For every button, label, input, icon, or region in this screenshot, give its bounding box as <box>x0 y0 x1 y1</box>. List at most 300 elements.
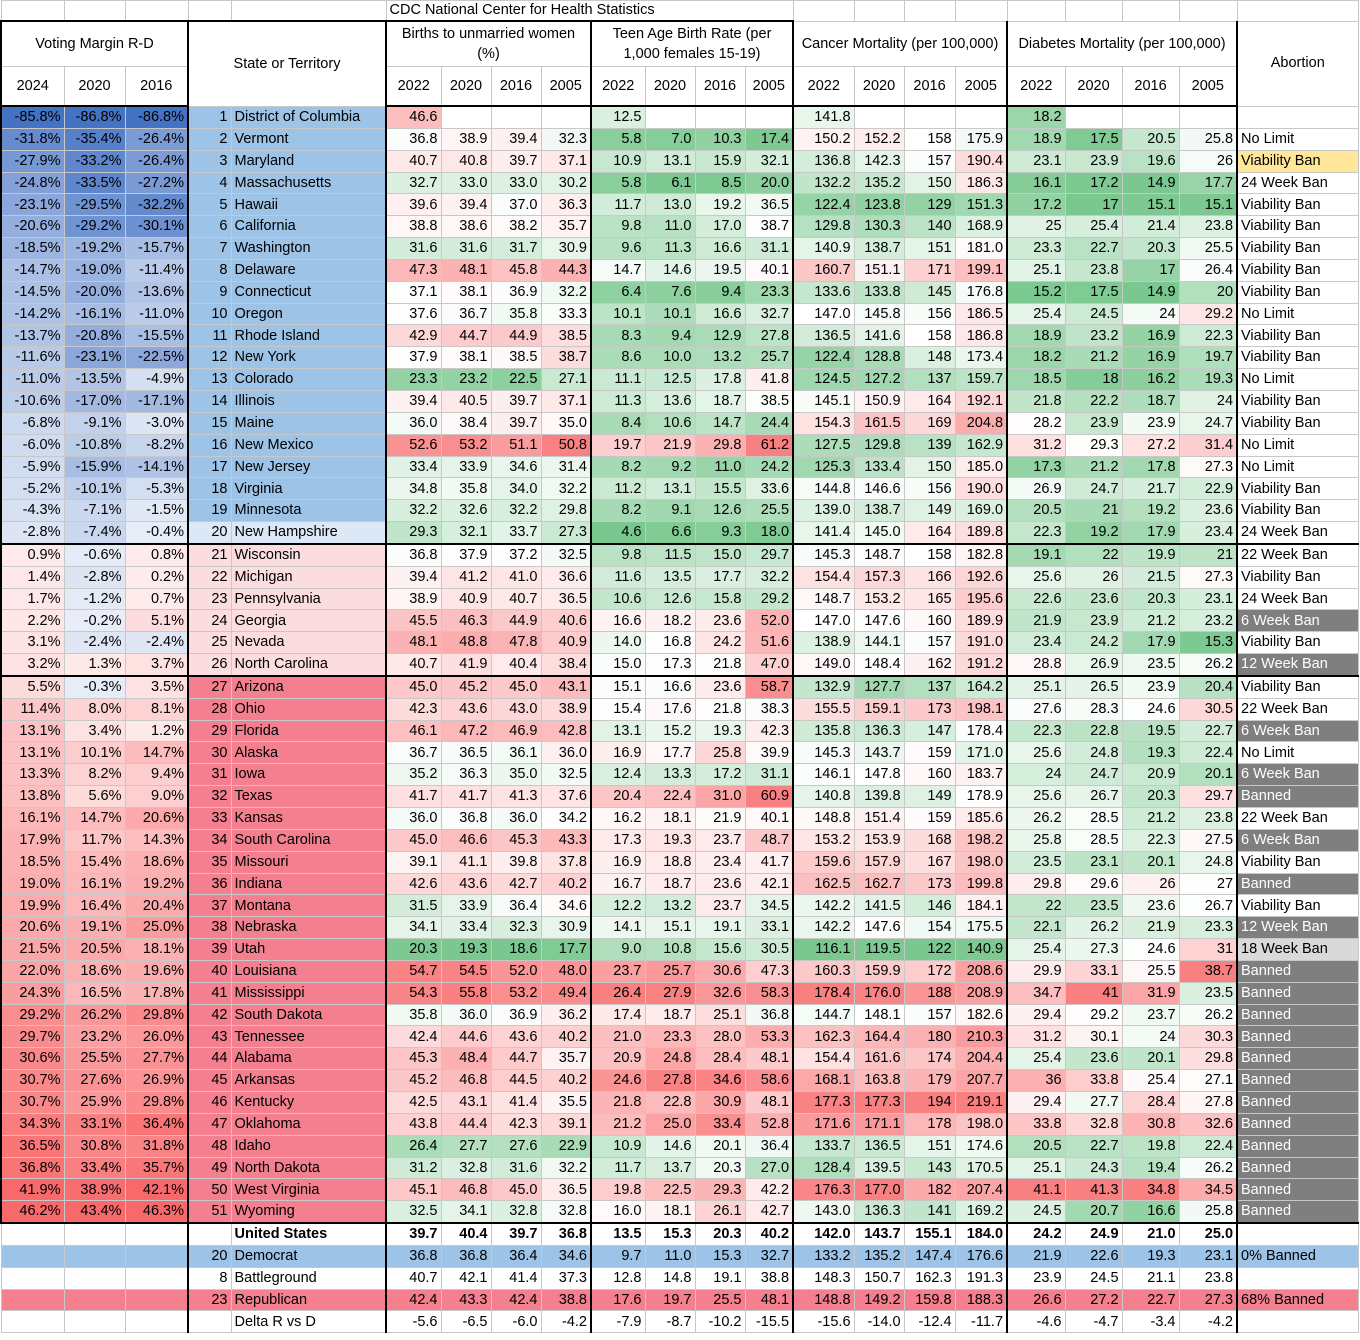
diabetes-2016-cell: 19.2 <box>1122 500 1179 522</box>
vote-2024-cell: -31.8% <box>1 128 64 150</box>
births-2005-cell: 43.3 <box>541 829 591 851</box>
abortion-status-cell: Viability Ban <box>1237 632 1358 654</box>
teen-2020-cell: 23.3 <box>645 1026 695 1048</box>
vote-2016-cell: 17.8% <box>125 982 188 1004</box>
rank-cell: 34 <box>188 829 231 851</box>
vote-2016-cell: 8.1% <box>125 698 188 720</box>
cancer-year-2022: 2022 <box>793 67 854 107</box>
cancer-2016-cell: 169 <box>904 412 955 434</box>
cancer-2005-cell: 192.1 <box>955 390 1007 412</box>
vote-2024-cell: -6.8% <box>1 412 64 434</box>
cancer-2020-cell: 163.8 <box>854 1070 904 1092</box>
cancer-2016-summary-cell: 155.1 <box>904 1223 955 1245</box>
diabetes-2005-cell: 17.7 <box>1179 172 1237 194</box>
cancer-2016-cell: 171 <box>904 259 955 281</box>
cancer-2022-cell: 143.0 <box>793 1201 854 1223</box>
diabetes-2016-cell: 28.4 <box>1122 1091 1179 1113</box>
births-2022-cell: 46.1 <box>386 720 441 742</box>
vote-2016-cell: -4.9% <box>125 369 188 391</box>
cancer-2020-cell: 142.3 <box>854 150 904 172</box>
diabetes-2005-cell: 23.6 <box>1179 500 1237 522</box>
cancer-2020-cell: 177.3 <box>854 1091 904 1113</box>
births-2020-cell: 27.7 <box>441 1135 491 1157</box>
teen-2020-cell: 10.1 <box>645 303 695 325</box>
vote-2016-cell: -15.7% <box>125 238 188 260</box>
vote-2024-cell: 41.9% <box>1 1179 64 1201</box>
vote-2016-cell: 5.1% <box>125 610 188 632</box>
vote-2016-cell: -2.4% <box>125 632 188 654</box>
vote-2024-cell: 20.6% <box>1 917 64 939</box>
table-row <box>1 654 1358 676</box>
vote-2016-cell: 25.0% <box>125 917 188 939</box>
births-2022-cell: 45.5 <box>386 610 441 632</box>
births-2016-cell: 43.0 <box>491 698 541 720</box>
diabetes-2022-cell: 23.1 <box>1007 150 1065 172</box>
table-row <box>1 544 1358 566</box>
diabetes-2016-summary-cell: -3.4 <box>1122 1311 1179 1333</box>
diabetes-2016-cell: 24 <box>1122 303 1179 325</box>
teen-2016-cell: 23.6 <box>695 873 745 895</box>
rank-cell: 30 <box>188 742 231 764</box>
vote-2020-cell: 20.5% <box>64 939 125 961</box>
cancer-2020-cell: 146.6 <box>854 478 904 500</box>
vote-2020-summary-cell <box>64 1245 125 1267</box>
teen-2022-cell: 5.8 <box>591 172 645 194</box>
teen-2016-cell: 11.0 <box>695 456 745 478</box>
teen-2020-cell: 9.4 <box>645 325 695 347</box>
diabetes-2022-cell: 25.4 <box>1007 1048 1065 1070</box>
teen-2016-cell: 31.0 <box>695 786 745 808</box>
vote-2024-cell: -5.9% <box>1 456 64 478</box>
cancer-2005-cell: 175.9 <box>955 128 1007 150</box>
births-2022-cell: 36.0 <box>386 808 441 830</box>
diabetes-2020-cell: 21.2 <box>1065 456 1122 478</box>
teen-2020-cell: 18.7 <box>645 1004 695 1026</box>
diabetes-2022-cell: 20.5 <box>1007 500 1065 522</box>
teen-2020-summary-cell: -8.7 <box>645 1311 695 1333</box>
births-2020-cell: 43.6 <box>441 873 491 895</box>
diabetes-2016-cell: 23.9 <box>1122 412 1179 434</box>
cancer-2016-cell: 159 <box>904 808 955 830</box>
teen-2022-cell: 16.9 <box>591 851 645 873</box>
vote-2020-cell: 15.4% <box>64 851 125 873</box>
teen-2016-cell: 13.2 <box>695 347 745 369</box>
diabetes-2005-cell: 29.7 <box>1179 786 1237 808</box>
abortion-status-cell: Banned <box>1237 1091 1358 1113</box>
diabetes-2016-cell <box>1122 106 1179 128</box>
table-row <box>1 917 1358 939</box>
diabetes-2005-cell: 30.3 <box>1179 1026 1237 1048</box>
table-row <box>1 1179 1358 1201</box>
cancer-2022-cell: 159.6 <box>793 851 854 873</box>
births-2016-cell: 53.2 <box>491 982 541 1004</box>
teen-2020-cell: 11.3 <box>645 238 695 260</box>
cancer-2022-cell: 125.3 <box>793 456 854 478</box>
diabetes-2020-cell: 23.8 <box>1065 259 1122 281</box>
table-row <box>1 873 1358 895</box>
cancer-2005-summary-cell: 191.3 <box>955 1267 1007 1289</box>
vote-2020-cell: -33.2% <box>64 150 125 172</box>
diabetes-2016-cell: 18.7 <box>1122 390 1179 412</box>
teen-2022-cell: 6.4 <box>591 281 645 303</box>
diabetes-2022-cell: 18.2 <box>1007 106 1065 128</box>
diabetes-2020-cell: 41.3 <box>1065 1179 1122 1201</box>
diabetes-2005-summary-cell: 23.1 <box>1179 1245 1237 1267</box>
table-row <box>1 522 1358 544</box>
diabetes-2005-cell: 34.5 <box>1179 1179 1237 1201</box>
teen-2022-summary-cell: -7.9 <box>591 1311 645 1333</box>
rank-cell: 44 <box>188 1048 231 1070</box>
cancer-2005-cell: 186.3 <box>955 172 1007 194</box>
vote-2020-cell: 18.6% <box>64 960 125 982</box>
births-2005-cell: 32.5 <box>541 544 591 566</box>
vote-2024-cell: -24.8% <box>1 172 64 194</box>
vote-2016-cell: -17.1% <box>125 390 188 412</box>
teen-2016-cell: 26.1 <box>695 1201 745 1223</box>
state-name-cell: Oregon <box>231 303 386 325</box>
cancer-2005-cell: 199.1 <box>955 259 1007 281</box>
teen-2020-cell: 6.6 <box>645 522 695 544</box>
cancer-2016-cell: 160 <box>904 764 955 786</box>
births-2020-cell: 40.8 <box>441 150 491 172</box>
teen-2022-cell: 26.4 <box>591 982 645 1004</box>
vote-2016-cell: 19.6% <box>125 960 188 982</box>
cancer-2022-summary-cell: 148.3 <box>793 1267 854 1289</box>
diabetes-2005-cell: 27 <box>1179 873 1237 895</box>
diabetes-2005-cell: 15.1 <box>1179 194 1237 216</box>
cancer-2020-cell: 119.5 <box>854 939 904 961</box>
diabetes-2005-cell: 26.2 <box>1179 1004 1237 1026</box>
teen-2020-cell: 18.7 <box>645 873 695 895</box>
births-2022-cell: 32.2 <box>386 500 441 522</box>
cancer-2005-summary-cell: 188.3 <box>955 1289 1007 1311</box>
teen-2016-cell: 18.7 <box>695 390 745 412</box>
births-2016-cell: 33.7 <box>491 522 541 544</box>
vote-2024-cell: 29.7% <box>1 1026 64 1048</box>
births-2005-cell: 17.7 <box>541 939 591 961</box>
vote-2020-cell: 25.5% <box>64 1048 125 1070</box>
vote-2016-cell: 18.6% <box>125 851 188 873</box>
vote-2020-cell: -0.6% <box>64 544 125 566</box>
teen-2020-cell: 16.8 <box>645 632 695 654</box>
births-2016-cell: 37.2 <box>491 544 541 566</box>
vote-2016-cell: -14.1% <box>125 456 188 478</box>
teen-2022-cell: 8.3 <box>591 325 645 347</box>
rank-summary-cell: 8 <box>188 1267 231 1289</box>
diabetes-2022-cell: 25.6 <box>1007 566 1065 588</box>
state-name-cell: Kansas <box>231 808 386 830</box>
diabetes-2022-cell: 31.2 <box>1007 1026 1065 1048</box>
cancer-2022-cell: 140.9 <box>793 238 854 260</box>
cancer-2016-cell: 140 <box>904 216 955 238</box>
teen-2005-cell: 18.0 <box>745 522 793 544</box>
cancer-2016-cell: 158 <box>904 544 955 566</box>
state-name-cell: Florida <box>231 720 386 742</box>
state-name-cell: Alabama <box>231 1048 386 1070</box>
diabetes-2016-cell: 24.6 <box>1122 939 1179 961</box>
table-row <box>1 939 1358 961</box>
state-name-cell: Vermont <box>231 128 386 150</box>
cancer-2022-summary-cell: 142.0 <box>793 1223 854 1245</box>
diabetes-2005-cell: 22.4 <box>1179 1135 1237 1157</box>
cancer-2016-cell: 179 <box>904 1070 955 1092</box>
teen-2016-cell: 8.5 <box>695 172 745 194</box>
teen-2022-cell: 17.4 <box>591 1004 645 1026</box>
teen-2020-cell: 17.6 <box>645 698 695 720</box>
cancer-2005-cell: 192.6 <box>955 566 1007 588</box>
diabetes-2005-summary-cell: 27.3 <box>1179 1289 1237 1311</box>
table-row <box>1 720 1358 742</box>
diabetes-2022-cell: 18.2 <box>1007 347 1065 369</box>
vote-2020-cell: 30.8% <box>64 1135 125 1157</box>
births-2016-cell: 38.5 <box>491 347 541 369</box>
vote-2020-cell: -0.2% <box>64 610 125 632</box>
cancer-2022-cell: 160.7 <box>793 259 854 281</box>
diabetes-2020-cell: 33.1 <box>1065 960 1122 982</box>
state-name-cell: Nevada <box>231 632 386 654</box>
abortion-status-cell: Viability Ban <box>1237 325 1358 347</box>
rank-cell: 28 <box>188 698 231 720</box>
vote-2016-cell: -1.5% <box>125 500 188 522</box>
table-row <box>1 1091 1358 1113</box>
cancer-2016-cell: 129 <box>904 194 955 216</box>
vote-2016-cell: -13.6% <box>125 281 188 303</box>
rank-cell: 50 <box>188 1179 231 1201</box>
cancer-2020-cell: 133.4 <box>854 456 904 478</box>
cancer-2005-cell <box>955 106 1007 128</box>
vote-2020-cell: 16.1% <box>64 873 125 895</box>
vote-2016-cell: 3.5% <box>125 676 188 698</box>
rank-cell: 38 <box>188 917 231 939</box>
cancer-year-2005: 2005 <box>955 67 1007 107</box>
teen-2016-cell: 19.3 <box>695 720 745 742</box>
births-2020-cell: 33.9 <box>441 895 491 917</box>
births-2022-cell: 42.5 <box>386 1091 441 1113</box>
abortion-status-cell: Banned <box>1237 960 1358 982</box>
vote-2024-cell: 36.8% <box>1 1157 64 1179</box>
births-year-2016: 2016 <box>491 67 541 107</box>
table-row <box>1 851 1358 873</box>
state-name-cell: Pennsylvania <box>231 588 386 610</box>
teen-2005-summary-cell: 32.7 <box>745 1245 793 1267</box>
state-name-cell: Illinois <box>231 390 386 412</box>
births-2005-cell: 36.5 <box>541 588 591 610</box>
teen-2005-cell: 60.9 <box>745 786 793 808</box>
abortion-status-cell: Viability Ban <box>1237 238 1358 260</box>
vote-2024-cell: 18.5% <box>1 851 64 873</box>
cancer-2022-cell: 149.0 <box>793 654 854 676</box>
rank-summary-cell: 20 <box>188 1245 231 1267</box>
teen-2016-cell: 32.6 <box>695 982 745 1004</box>
vote-2024-cell: 17.9% <box>1 829 64 851</box>
state-name-summary-cell: Republican <box>231 1289 386 1311</box>
cancer-2016-cell: 122 <box>904 939 955 961</box>
table-row <box>1 982 1358 1004</box>
births-2022-cell: 34.8 <box>386 478 441 500</box>
births-2020-cell: 46.8 <box>441 1179 491 1201</box>
cancer-2022-cell: 144.8 <box>793 478 854 500</box>
rank-cell: 25 <box>188 632 231 654</box>
cancer-2016-cell: 139 <box>904 434 955 456</box>
summary-row <box>1 1245 1358 1267</box>
cancer-2020-cell <box>854 106 904 128</box>
state-name-summary-cell: United States <box>231 1223 386 1245</box>
abortion-status-cell: 24 Week Ban <box>1237 172 1358 194</box>
cancer-2005-cell: 191.2 <box>955 654 1007 676</box>
teen-2020-summary-cell: 15.3 <box>645 1223 695 1245</box>
diabetes-2016-cell: 16.9 <box>1122 347 1179 369</box>
vote-2020-cell: 16.4% <box>64 895 125 917</box>
diabetes-year-2016: 2016 <box>1122 67 1179 107</box>
births-2016-cell: 32.2 <box>491 500 541 522</box>
abortion-status-cell: Viability Ban <box>1237 216 1358 238</box>
cancer-2005-cell: 208.6 <box>955 960 1007 982</box>
state-name-cell: Missouri <box>231 851 386 873</box>
teen-2022-cell: 17.3 <box>591 829 645 851</box>
vote-2020-summary-cell <box>64 1289 125 1311</box>
cancer-2020-cell: 135.2 <box>854 172 904 194</box>
diabetes-2022-cell: 22.1 <box>1007 917 1065 939</box>
diabetes-2020-cell: 17.5 <box>1065 281 1122 303</box>
teen-2016-summary-cell: 25.5 <box>695 1289 745 1311</box>
cancer-2005-cell: 170.5 <box>955 1157 1007 1179</box>
teen-2022-cell: 15.0 <box>591 654 645 676</box>
vote-2016-cell: 29.8% <box>125 1004 188 1026</box>
cancer-2016-cell: 158 <box>904 128 955 150</box>
births-2016-cell: 44.5 <box>491 1070 541 1092</box>
births-2005-cell: 40.2 <box>541 1026 591 1048</box>
cancer-2020-cell: 133.8 <box>854 281 904 303</box>
teen-2020-cell: 14.6 <box>645 1135 695 1157</box>
table-row <box>1 150 1358 172</box>
vote-2016-cell: -30.1% <box>125 216 188 238</box>
rank-cell: 11 <box>188 325 231 347</box>
births-2020-cell: 41.7 <box>441 786 491 808</box>
state-name-cell: Oklahoma <box>231 1113 386 1135</box>
diabetes-2022-cell: 25.1 <box>1007 259 1065 281</box>
diabetes-2016-cell: 21.9 <box>1122 917 1179 939</box>
abortion-status-cell: No Limit <box>1237 742 1358 764</box>
abortion-status-cell: Banned <box>1237 1201 1358 1223</box>
births-2005-cell: 34.2 <box>541 808 591 830</box>
state-name-cell: Kentucky <box>231 1091 386 1113</box>
births-2022-cell: 37.6 <box>386 303 441 325</box>
state-name-cell: South Dakota <box>231 1004 386 1026</box>
diabetes-2005-cell: 23.1 <box>1179 588 1237 610</box>
births-2005-cell: 32.3 <box>541 128 591 150</box>
rank-cell: 10 <box>188 303 231 325</box>
cancer-2016-cell: 156 <box>904 478 955 500</box>
teen-2022-cell: 11.2 <box>591 478 645 500</box>
vote-2016-cell: 19.2% <box>125 873 188 895</box>
diabetes-2016-cell: 25.4 <box>1122 1070 1179 1092</box>
vote-2024-cell: 13.1% <box>1 720 64 742</box>
diabetes-2020-cell: 22.2 <box>1065 390 1122 412</box>
diabetes-2016-cell: 17.8 <box>1122 456 1179 478</box>
rank-summary-cell <box>188 1223 231 1245</box>
cancer-2005-cell: 169.0 <box>955 500 1007 522</box>
rank-summary-cell <box>188 1311 231 1333</box>
teen-2005-cell: 32.1 <box>745 150 793 172</box>
diabetes-2016-cell: 22.3 <box>1122 829 1179 851</box>
teen-2005-cell: 52.8 <box>745 1113 793 1135</box>
births-2005-cell: 38.7 <box>541 347 591 369</box>
cancer-2016-cell: 160 <box>904 610 955 632</box>
cancer-2005-cell: 164.2 <box>955 676 1007 698</box>
abortion-status-summary-cell: 0% Banned <box>1237 1245 1358 1267</box>
births-2022-cell: 33.4 <box>386 456 441 478</box>
cancer-2020-cell: 159.9 <box>854 960 904 982</box>
state-name-cell: North Dakota <box>231 1157 386 1179</box>
teen-2016-cell: 21.9 <box>695 808 745 830</box>
diabetes-2022-cell: 28.2 <box>1007 412 1065 434</box>
diabetes-2005-cell <box>1179 106 1237 128</box>
cancer-2016-cell: 173 <box>904 873 955 895</box>
births-2022-cell: 39.1 <box>386 851 441 873</box>
vote-2024-cell: 22.0% <box>1 960 64 982</box>
cancer-2016-cell: 143 <box>904 1157 955 1179</box>
state-name-cell: Alaska <box>231 742 386 764</box>
diabetes-2020-cell: 24.7 <box>1065 764 1122 786</box>
cancer-2020-summary-cell: 143.7 <box>854 1223 904 1245</box>
teen-2020-cell: 19.3 <box>645 829 695 851</box>
teen-2020-cell: 13.1 <box>645 478 695 500</box>
cancer-2020-cell: 136.3 <box>854 1201 904 1223</box>
state-name-cell: Colorado <box>231 369 386 391</box>
vote-2020-cell: 10.1% <box>64 742 125 764</box>
births-2016-cell: 34.0 <box>491 478 541 500</box>
teen-2016-cell: 25.8 <box>695 742 745 764</box>
diabetes-2016-cell: 20.1 <box>1122 1048 1179 1070</box>
births-2005-cell: 38.4 <box>541 654 591 676</box>
vote-2024-cell: 3.2% <box>1 654 64 676</box>
rank-cell: 46 <box>188 1091 231 1113</box>
births-2022-cell: 32.7 <box>386 172 441 194</box>
diabetes-2016-cell: 17.9 <box>1122 632 1179 654</box>
births-2020-cell: 46.3 <box>441 610 491 632</box>
births-2022-cell: 29.3 <box>386 522 441 544</box>
teen-2022-summary-cell: 9.7 <box>591 1245 645 1267</box>
vote-2016-summary-cell <box>125 1267 188 1289</box>
rank-cell: 21 <box>188 544 231 566</box>
teen-2005-cell: 24.4 <box>745 412 793 434</box>
teen-2016-cell: 14.7 <box>695 412 745 434</box>
teen-2005-cell: 29.7 <box>745 544 793 566</box>
diabetes-2022-cell: 21.9 <box>1007 610 1065 632</box>
births-2020-cell: 38.6 <box>441 216 491 238</box>
table-row <box>1 632 1358 654</box>
births-2005-cell: 32.8 <box>541 1201 591 1223</box>
teen-2005-cell: 48.7 <box>745 829 793 851</box>
teen-2005-cell: 29.2 <box>745 588 793 610</box>
teen-2005-cell: 40.1 <box>745 259 793 281</box>
births-2022-cell: 42.6 <box>386 873 441 895</box>
vote-2024-cell: 1.7% <box>1 588 64 610</box>
teen-2005-cell: 32.2 <box>745 566 793 588</box>
teen-2016-cell: 34.6 <box>695 1070 745 1092</box>
diabetes-2022-summary-cell: -4.6 <box>1007 1311 1065 1333</box>
abortion-status-cell: Banned <box>1237 786 1358 808</box>
teen-2016-cell: 12.6 <box>695 500 745 522</box>
births-2016-cell: 36.1 <box>491 742 541 764</box>
cancer-2016-cell: 149 <box>904 786 955 808</box>
vote-2020-cell: -9.1% <box>64 412 125 434</box>
births-2005-cell: 43.1 <box>541 676 591 698</box>
cancer-2020-cell: 136.5 <box>854 1135 904 1157</box>
teen-2020-cell: 13.7 <box>645 1157 695 1179</box>
diabetes-2016-cell: 24 <box>1122 1026 1179 1048</box>
vote-2024-cell: 36.5% <box>1 1135 64 1157</box>
